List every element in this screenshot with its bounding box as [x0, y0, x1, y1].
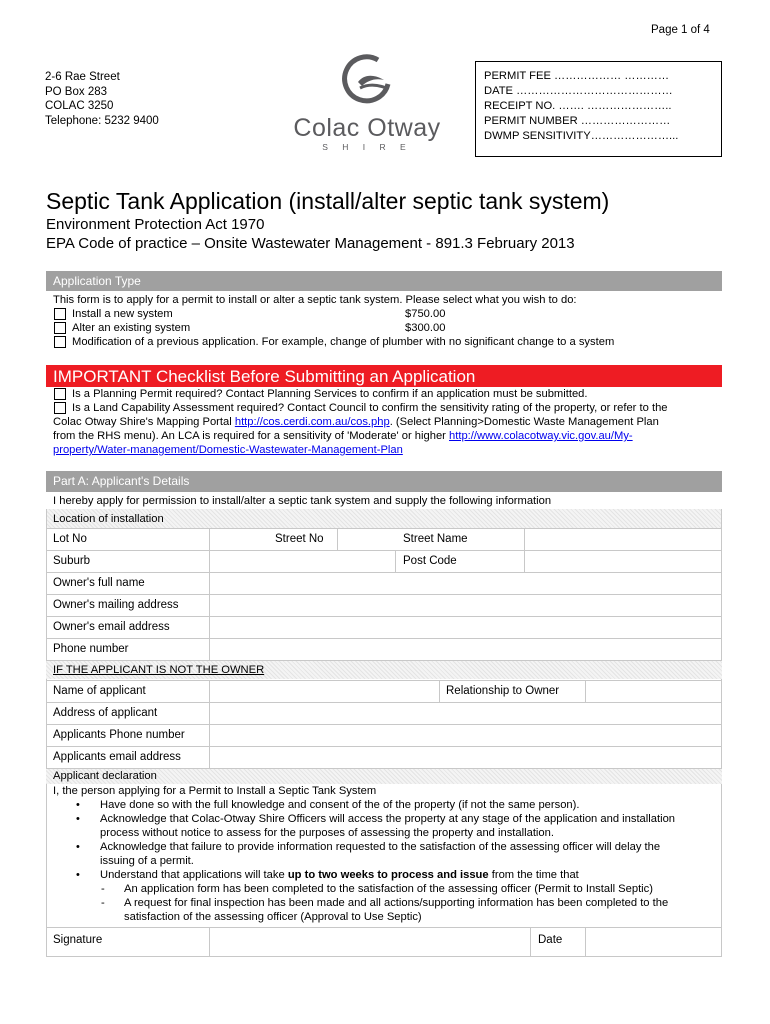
receipt-line: RECEIPT NO. ……. ………………….. [484, 100, 672, 112]
declaration-text: from the time that [491, 869, 579, 881]
cell-divider [337, 528, 338, 550]
address-line: 2-6 Rae Street [45, 71, 120, 83]
important-checklist-header: IMPORTANT Checklist Before Submitting an Application [46, 365, 722, 387]
street-no-label: Street No [275, 533, 324, 545]
row-divider [46, 528, 722, 529]
declaration-subitem: An application form has been completed to the satisfaction of the assessing officer (Permit to Install Septic) [124, 883, 653, 895]
applicant-email-label: Applicants email address [53, 751, 181, 763]
declaration-subitem: A request for final inspection has been made and all actions/supporting information has been completed to the [124, 897, 669, 909]
declaration-item [100, 869, 579, 881]
planning-permit-checkbox[interactable] [54, 388, 66, 400]
checklist-text: from the RHS menu). An LCA is required for a sensitivity of 'Moderate' or higher [53, 430, 446, 442]
permit-fee-line: PERMIT FEE ……………… ………… [484, 70, 670, 82]
checklist-item: Is a Land Capability Assessment required? Contact Council to confirm the sensitivity rating of the property, or refer to the [72, 402, 668, 414]
declaration-item-cont: process without notice to assess for the purposes of assessing the property and installation. [100, 827, 554, 839]
phone-label: Phone number [53, 643, 129, 655]
mapping-portal-link[interactable]: http://cos.cerdi.com.au/cos.php [234, 416, 390, 428]
option-price: $750.00 [405, 308, 446, 320]
row-divider [46, 702, 722, 703]
street-name-label: Street Name [403, 533, 468, 545]
option-label: Install a new system [72, 308, 173, 320]
declaration-intro: I, the person applying for a Permit to Install a Septic Tank System [53, 785, 377, 797]
dash-icon: - [101, 883, 105, 895]
bullet-icon: • [76, 869, 80, 881]
part-a-header: Part A: Applicant's Details [46, 471, 722, 492]
declaration-header: Applicant declaration [53, 770, 157, 782]
declaration-item: Acknowledge that Colac-Otway Shire Officers will access the property at any stage of the application and installation [100, 813, 676, 825]
bullet-icon: • [76, 813, 80, 825]
form-title: Septic Tank Application (install/alter septic tank system) [46, 188, 610, 214]
applicant-address-label: Address of applicant [53, 707, 158, 719]
lca-checkbox[interactable] [54, 402, 66, 414]
declaration-emphasis: up to two weeks to process and issue [287, 869, 489, 881]
date-label: Date [538, 934, 563, 946]
declaration-subitem-cont: satisfaction of the assessing officer (Approval to Use Septic) [124, 911, 422, 923]
part-a-intro: I hereby apply for permission to install/alter a septic tank system and supply the following information [53, 495, 552, 507]
address-phone: Telephone: 5232 9400 [45, 114, 159, 127]
dwmp-line: DWMP SENSITIVITY…………………... [484, 130, 679, 142]
table-border-right [721, 509, 722, 957]
applicant-phone-label: Applicants Phone number [53, 729, 185, 741]
colac-otway-logo [292, 54, 442, 156]
row-divider [46, 550, 722, 551]
date-line: DATE …………………………………… [484, 85, 673, 97]
cell-divider [395, 550, 396, 572]
checklist-text: . (Select Planning>Domestic Waste Management Plan [389, 416, 659, 428]
form-subtitle-2: EPA Code of practice – Onsite Wastewater Management - 891.3 February 2013 [46, 235, 575, 252]
row-divider [46, 594, 722, 595]
logo-shire: S H I R E [322, 142, 412, 152]
row-divider [46, 746, 722, 747]
bullet-icon: • [76, 841, 80, 853]
modification-checkbox[interactable] [54, 336, 66, 348]
signature-label: Signature [53, 934, 103, 946]
owner-name-label: Owner's full name [53, 577, 145, 589]
row-divider [46, 956, 722, 957]
option-label: Modification of a previous application. For example, change of plumber with no significant change to a system [72, 336, 615, 348]
checklist-item: Is a Planning Permit required? Contact Planning Services to confirm if an application must be submitted. [72, 388, 588, 400]
declaration-item: Have done so with the full knowledge and consent of the of the property (if not the same person). [100, 799, 580, 811]
address-line: COLAC 3250 [45, 100, 114, 112]
row-divider [46, 616, 722, 617]
page-number: Page 1 of 4 [651, 24, 710, 36]
row-divider [46, 638, 722, 639]
option-label: Alter an existing system [72, 322, 191, 334]
application-type-intro: This form is to apply for a permit to install or alter a septic tank system. Please select what you wish to do: [53, 294, 577, 306]
row-divider [46, 724, 722, 725]
location-header: Location of installation [53, 513, 164, 525]
row-divider [46, 572, 722, 573]
alter-existing-checkbox[interactable] [54, 322, 66, 334]
cell-divider [439, 680, 440, 702]
lot-no-label: Lot No [53, 533, 87, 545]
cell-divider [585, 927, 586, 957]
council-address [45, 70, 159, 128]
logo-wordmark: Colac Otway [293, 114, 441, 142]
table-border-left [46, 509, 47, 957]
address-line: PO Box 283 [45, 85, 108, 98]
dash-icon: - [101, 897, 105, 909]
logo-emblem-icon [340, 54, 394, 108]
post-code-label: Post Code [403, 555, 457, 567]
declaration-item: Acknowledge that failure to provide information requested to the satisfaction of the assessing officer will delay the [100, 841, 661, 853]
cell-divider [209, 550, 210, 572]
owner-mail-label: Owner's mailing address [53, 599, 179, 611]
install-new-checkbox[interactable] [54, 308, 66, 320]
permit-number-line: PERMIT NUMBER …………………… [484, 115, 671, 127]
relationship-label: Relationship to Owner [446, 685, 560, 697]
cell-divider [209, 528, 210, 550]
dwmp-link[interactable]: http://www.colacotway.vic.gov.au/My- [449, 430, 633, 442]
owner-email-label: Owner's email address [53, 621, 170, 633]
checklist-item-cont [53, 430, 633, 442]
form-subtitle: Environment Protection Act 1970 [46, 216, 265, 233]
dwmp-link-cont[interactable]: property/Water-management/Domestic-Wastewater-Management-Plan [53, 444, 403, 456]
row-divider [46, 680, 722, 681]
cell-divider [209, 927, 210, 957]
office-use-box [475, 61, 722, 157]
checklist-item-cont [53, 416, 659, 428]
bullet-icon: • [76, 799, 80, 811]
cell-divider [530, 927, 531, 957]
option-price: $300.00 [405, 322, 446, 334]
declaration-item-cont: issuing of a permit. [100, 855, 194, 867]
not-owner-header: IF THE APPLICANT IS NOT THE OWNER [53, 664, 265, 676]
row-divider [46, 927, 722, 928]
suburb-label: Suburb [53, 555, 91, 567]
declaration-text: Understand that applications will take [100, 869, 285, 881]
checklist-text: Colac Otway Shire's Mapping Portal [53, 416, 232, 428]
applicant-name-label: Name of applicant [53, 685, 146, 697]
cell-divider [585, 680, 586, 702]
application-type-header: Application Type [46, 271, 722, 291]
